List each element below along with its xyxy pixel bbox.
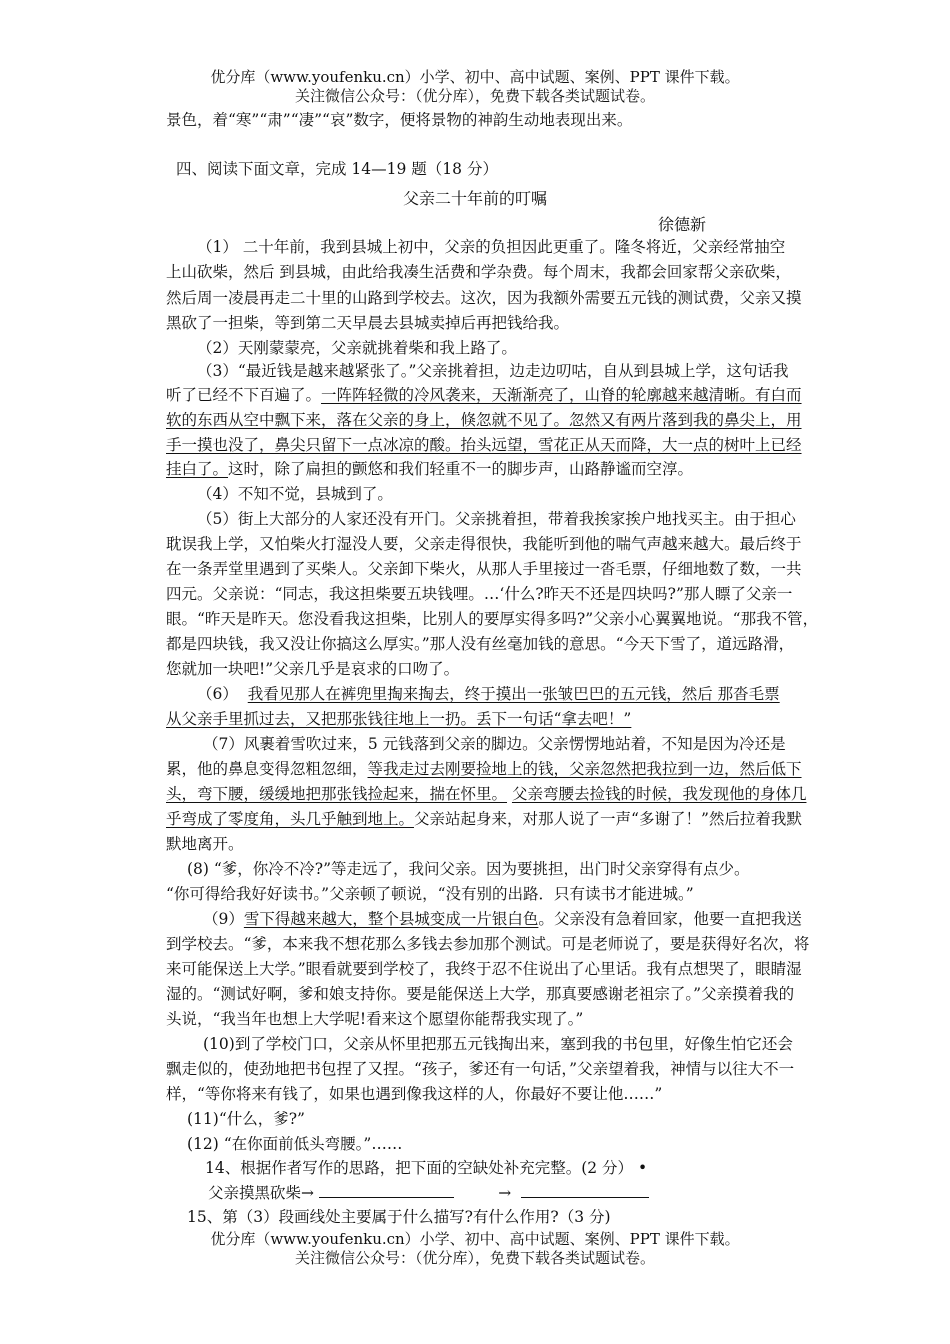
p9-number: （9）: [203, 910, 244, 928]
question-14: 14、根据作者写作的思路，把下面的空缺处补充完整。(2 分） •: [205, 1159, 648, 1177]
p1-line-2: 上山砍柴，然后 到县城，由此给我凑生活费和学杂费。每个周末，我都会回家帮父亲砍柴，: [166, 263, 791, 281]
p9-line-1-plain: 。父亲没有急着回家，他要一直把我送: [538, 910, 802, 928]
page-header: [0, 68, 950, 106]
p7-line-3-underlined-a: 头，弯下腰，缓缓地把那张钱捡起来，揣在怀里。: [166, 785, 508, 803]
p6-line-2: 从父亲手里抓过去，又把那张钱往地上一扔。丢下一句话“拿去吧！”: [166, 710, 632, 728]
p3-underlined-description: 一阵阵轻微的冷风袭来，天渐渐亮了，山脊的轮廓越来越清晰。有白而: [321, 386, 802, 404]
p4-line: （4）不知不觉，县城到了。: [197, 485, 393, 503]
q14-arrow: →: [498, 1184, 512, 1202]
article-title: 父亲二十年前的叮嘱: [402, 189, 547, 208]
p9-line-2: 到学校去。“爹，本来我不想花那么多钱去参加那个测试。可是老师说了，要是获得好名次，将: [166, 935, 810, 953]
p12-line: (12) “在你面前低头弯腰。”……: [187, 1135, 403, 1153]
p7-line-2-underlined: 等我走过去刚要捡地上的钱，父亲忽然把我拉到一边，然后低下: [367, 760, 802, 778]
p6-number: （6）: [197, 685, 238, 703]
question-15: 15、第（3）段画线处主要属于什么描写?有什么作用?（3 分): [187, 1208, 611, 1226]
p3-line-4: 手一摸也没了，鼻尖只留下一点冰凉的酸。抬头远望，雪花正从天而降，大一点的树叶上已经: [166, 436, 802, 454]
p5-line-4: 四元。父亲说：“同志，我这担柴要五块钱哩。…‘什么?昨天不还是四块吗?”那人瞟了父亲一: [166, 585, 793, 603]
p5-line-3: 在一条弄堂里遇到了买柴人。父亲卸下柴火，从那人手里接过一沓毛票，仔细地数了数，一共: [166, 560, 802, 578]
p11-line: (11)“什么，爹?”: [187, 1110, 305, 1128]
p1-line-4: 黑砍了一担柴，等到第二天早晨去县城卖掉后再把钱给我。: [166, 314, 570, 332]
p9-line-1: [203, 909, 802, 929]
p5-line-1: （5）街上大部分的人家还没有开门。父亲挑着担，带着我挨家挨户地找买主。由于担心: [197, 510, 796, 528]
q14-blank-2[interactable]: [521, 1183, 649, 1198]
p8-line-2: “你可得给我好好读书。”父亲顿了顿说，“没有别的出路．只有读书才能进城。”: [166, 885, 694, 903]
footer-line-2: 关注微信公众号：（优分库），免费下载各类试题试卷。: [294, 1249, 655, 1267]
q14-blank-1[interactable]: [319, 1183, 454, 1198]
p6-underlined-1: 我看见那人在裤兜里掏来掏去，终于摸出一张皱巴巴的五元钱，然后 那沓毛票: [247, 685, 780, 703]
p7-line-4-plain: 父亲站起身来，对那人说了一声“多谢了！”然后拉着我默: [414, 810, 802, 828]
p6-line-1: [197, 684, 780, 704]
p7-line-5: 默地离开。: [166, 835, 244, 853]
p5-line-2: 耽误我上学，又怕柴火打湿没人要，父亲走得很快，我能听到他的喘气声越来越大。最后终于: [166, 535, 802, 553]
p8-line-1: (8) “爹，你冷不冷?”等走远了，我问父亲。因为要挑担，出门时父亲穿得有点少。: [187, 860, 750, 878]
intro-line: 景色，着“寒”“肃”“凄”“哀”数字，便将景物的神韵生动地表现出来。: [166, 111, 633, 129]
p3-line-5-underlined: 挂白了。: [166, 460, 229, 478]
header-line-2: 关注微信公众号：（优分库），免费下载各类试题试卷。: [294, 87, 655, 105]
p5-line-5: 眼。“昨天是昨天。您没看我这担柴，比别人的要厚实得多吗?”父亲小心翼翼地说。“那我不管，: [166, 610, 819, 628]
p7-line-1: （7）风裹着雪吹过来，5 元钱落到父亲的脚边。父亲愣愣地站着，不知是因为冷还是: [203, 735, 786, 753]
footer-line-1: 优分库（www.youfenku.cn）小学、初中、高中试题、案例、PPT 课件下载。: [210, 1230, 740, 1248]
p1-line-3: 然后周一凌晨再走二十里的山路到学校去。这次，因为我额外需要五元钱的测试费，父亲又摸: [166, 289, 802, 307]
p10-line-1: (10)到了学校门口，父亲从怀里把那五元钱掏出来，塞到我的书包里，好像生怕它还会: [203, 1035, 793, 1053]
p9-line-3: 来可能保送上大学。”眼看就要到学校了，我终于忍不住说出了心里话。我有点想哭了，眼睛湿: [166, 960, 802, 978]
p7-line-2-plain: 累，他的鼻息变得忽粗忽细，: [166, 760, 368, 778]
p3-line-1: （3）“最近钱是越来越紧张了。”父亲挑着担，边走边叨咕，自从到县城上学，这句话我: [197, 362, 789, 380]
header-line-1: 优分库（www.youfenku.cn）小学、初中、高中试题、案例、PPT 课件下载。: [210, 68, 740, 86]
p3-line-5: [166, 459, 693, 479]
p9-line-4: 湿的。“测试好啊，爹和娘支持你。要是能保送上大学，那真要感谢老祖宗了。”父亲摸着我的: [166, 985, 795, 1003]
p3-line-3: 软的东西从空中飘下来，落在父亲的身上，倏忽就不见了。忽然又有两片落到我的鼻尖上，用: [166, 411, 802, 429]
question-14-fill: [208, 1183, 649, 1203]
p2-line: （2）天刚蒙蒙亮，父亲就挑着柴和我上路了。: [197, 339, 517, 357]
p3-line-2-plain: 听了已经不下百遍了。: [166, 386, 322, 404]
page-footer: [0, 1230, 950, 1268]
p5-line-7: 您就加一块吧!”父亲几乎是哀求的口吻了。: [166, 660, 460, 678]
q14-prefix: 父亲摸黑砍柴→: [208, 1184, 314, 1202]
p9-line-5: 头说，“我当年也想上大学呢!看来这个愿望你能帮我实现了。”: [166, 1010, 584, 1028]
p9-underlined: 雪下得越来越大，整个县城变成一片银白色: [243, 910, 539, 928]
p10-line-2: 飘走似的，使劲地把书包捏了又捏。“孩子，爹还有一句话，”父亲望着我，神情与以往大不一: [166, 1060, 795, 1078]
p7-line-4: [166, 809, 802, 829]
p3-line-5-plain: 这时，除了扁担的颤悠和我们轻重不一的脚步声，山路静谧而空淳。: [228, 460, 694, 478]
p3-line-2: [166, 385, 802, 405]
article-author: 徐德新: [658, 215, 707, 234]
p7-line-3: [166, 784, 806, 804]
p10-line-3: 样，“等你将来有钱了，如果也遇到像我这样的人，你最好不要让他……”: [166, 1085, 663, 1103]
p1-line-1: （1） 二十年前，我到县城上初中，父亲的负担因此更重了。隆冬将近，父亲经常抽空: [197, 238, 786, 256]
p7-line-2: [166, 759, 802, 779]
p7-line-3-underlined-b: 父亲弯腰去捡钱的时候，我发现他的身体几: [511, 785, 807, 803]
section-heading: 四、阅读下面文章，完成 14—19 题（18 分）: [176, 160, 498, 178]
p7-line-4-underlined: 乎弯成了零度角，头几乎触到地上。: [166, 810, 415, 828]
p5-line-6: 都是四块钱，我又没让你搞这么厚实。”那人没有丝毫加钱的意思。“今天下雪了，道远路滑，: [166, 635, 795, 653]
